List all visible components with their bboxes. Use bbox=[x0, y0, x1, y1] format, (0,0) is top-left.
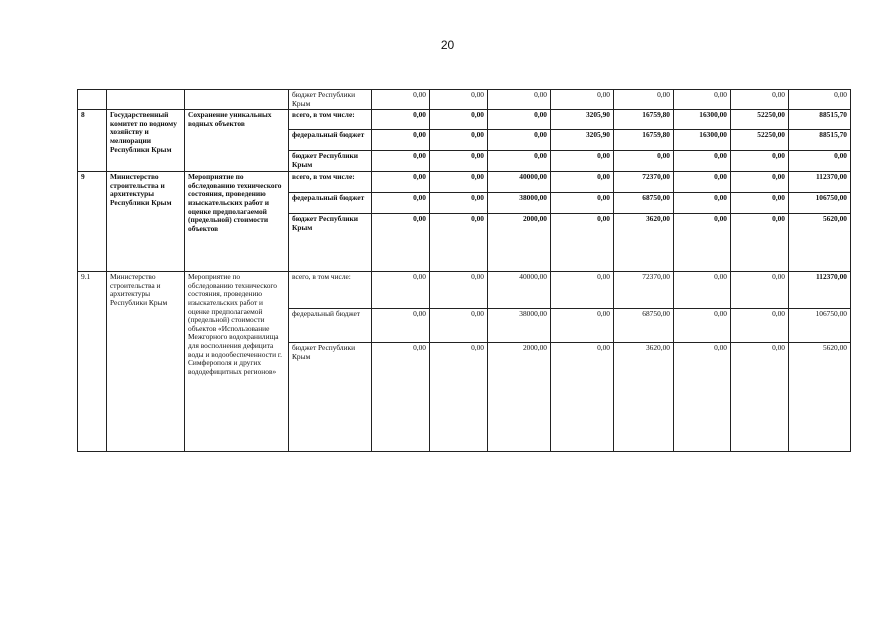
value-cell: 0,00 bbox=[430, 151, 488, 172]
value-cell: 40000,00 bbox=[488, 272, 551, 309]
value-cell: 3620,00 bbox=[614, 214, 674, 272]
value-cell: 3620,00 bbox=[614, 343, 674, 452]
responsible-org: Министерство строительства и архитектуры Республики Крым bbox=[107, 272, 185, 452]
value-cell: 0,00 bbox=[372, 130, 430, 151]
value-cell: 2000,00 bbox=[488, 343, 551, 452]
funding-source-cell: всего, в том числе: bbox=[289, 272, 372, 309]
funding-source-cell: федеральный бюджет bbox=[289, 193, 372, 214]
value-cell: 0,00 bbox=[430, 272, 488, 309]
table-body bbox=[78, 90, 851, 452]
value-cell: 106750,00 bbox=[789, 309, 851, 343]
value-cell: 0,00 bbox=[372, 343, 430, 452]
value-cell: 112370,00 bbox=[789, 172, 851, 193]
value-cell: 0,00 bbox=[674, 309, 731, 343]
value-cell: 16300,00 bbox=[674, 130, 731, 151]
value-cell: 72370,00 bbox=[614, 172, 674, 193]
table-row bbox=[78, 272, 851, 309]
value-cell: 38000,00 bbox=[488, 193, 551, 214]
value-cell: 0,00 bbox=[674, 272, 731, 309]
value-cell: 0,00 bbox=[430, 172, 488, 193]
value-cell: 0,00 bbox=[488, 90, 551, 110]
funding-source-cell: всего, в том числе: bbox=[289, 110, 372, 130]
value-cell: 0,00 bbox=[372, 309, 430, 343]
value-cell: 16759,80 bbox=[614, 130, 674, 151]
value-cell: 0,00 bbox=[551, 272, 614, 309]
value-cell: 0,00 bbox=[551, 193, 614, 214]
table-row bbox=[78, 172, 851, 193]
value-cell: 5620,00 bbox=[789, 214, 851, 272]
value-cell: 0,00 bbox=[731, 193, 789, 214]
value-cell: 52250,00 bbox=[731, 130, 789, 151]
value-cell: 88515,70 bbox=[789, 130, 851, 151]
value-cell: 16300,00 bbox=[674, 110, 731, 130]
table-row bbox=[78, 110, 851, 130]
value-cell: 0,00 bbox=[372, 214, 430, 272]
value-cell: 0,00 bbox=[372, 172, 430, 193]
value-cell: 52250,00 bbox=[731, 110, 789, 130]
value-cell: 40000,00 bbox=[488, 172, 551, 193]
value-cell: 0,00 bbox=[372, 110, 430, 130]
responsible-org: Министерство строительства и архитектуры Республики Крым bbox=[107, 172, 185, 272]
value-cell: 0,00 bbox=[372, 151, 430, 172]
value-cell: 0,00 bbox=[372, 193, 430, 214]
value-cell: 0,00 bbox=[674, 151, 731, 172]
row-number: 8 bbox=[78, 110, 107, 172]
value-cell: 0,00 bbox=[372, 272, 430, 309]
value-cell: 0,00 bbox=[430, 309, 488, 343]
funding-source-cell: бюджет Республики Крым bbox=[289, 343, 372, 452]
value-cell: 0,00 bbox=[731, 309, 789, 343]
value-cell: 0,00 bbox=[551, 90, 614, 110]
funding-source-cell: бюджет Республики Крым bbox=[289, 151, 372, 172]
value-cell: 0,00 bbox=[614, 151, 674, 172]
value-cell: 3205,90 bbox=[551, 130, 614, 151]
value-cell: 88515,70 bbox=[789, 110, 851, 130]
value-cell: 0,00 bbox=[430, 193, 488, 214]
value-cell: 0,00 bbox=[674, 90, 731, 110]
row-number: 9 bbox=[78, 172, 107, 272]
funding-source-cell: всего, в том числе: bbox=[289, 172, 372, 193]
value-cell: 0,00 bbox=[731, 151, 789, 172]
measure-name: Мероприятие по обследованию технического состояния, проведению изыскательских работ и оценке предполагаемой (предельной) стоимости объектов «Использование Межгорного водохранилища для восполнения дефицита воды и водообеспеченности г. Симферополя и других вододефицитных регионов» bbox=[185, 272, 289, 452]
value-cell: 0,00 bbox=[674, 214, 731, 272]
value-cell: 0,00 bbox=[430, 214, 488, 272]
value-cell: 68750,00 bbox=[614, 309, 674, 343]
value-cell: 0,00 bbox=[551, 309, 614, 343]
value-cell: 0,00 bbox=[551, 151, 614, 172]
budget-table bbox=[77, 89, 851, 452]
value-cell: 0,00 bbox=[674, 193, 731, 214]
table-row bbox=[78, 90, 851, 110]
value-cell: 0,00 bbox=[551, 214, 614, 272]
measure-name: Мероприятие по обследованию технического состояния, проведению изыскательских работ и оценке предполагаемой (предельной) стоимости объектов bbox=[185, 172, 289, 272]
funding-source-cell: бюджет Республики Крым bbox=[289, 214, 372, 272]
value-cell: 0,00 bbox=[488, 151, 551, 172]
value-cell: 16759,80 bbox=[614, 110, 674, 130]
value-cell: 0,00 bbox=[488, 110, 551, 130]
value-cell: 0,00 bbox=[731, 90, 789, 110]
value-cell: 68750,00 bbox=[614, 193, 674, 214]
value-cell: 0,00 bbox=[614, 90, 674, 110]
funding-source-cell: федеральный бюджет bbox=[289, 130, 372, 151]
value-cell: 72370,00 bbox=[614, 272, 674, 309]
value-cell: 2000,00 bbox=[488, 214, 551, 272]
value-cell: 38000,00 bbox=[488, 309, 551, 343]
value-cell: 106750,00 bbox=[789, 193, 851, 214]
value-cell: 5620,00 bbox=[789, 343, 851, 452]
value-cell: 112370,00 bbox=[789, 272, 851, 309]
value-cell: 0,00 bbox=[731, 214, 789, 272]
responsible-org: Государственный комитет по водному хозяйству и мелиорации Республики Крым bbox=[107, 110, 185, 172]
value-cell: 0,00 bbox=[430, 90, 488, 110]
funding-source-cell: федеральный бюджет bbox=[289, 309, 372, 343]
page-number: 20 bbox=[440, 38, 455, 52]
measure-name: Сохранение уникальных водных объектов bbox=[185, 110, 289, 172]
value-cell: 0,00 bbox=[731, 272, 789, 309]
value-cell: 0,00 bbox=[789, 151, 851, 172]
value-cell: 0,00 bbox=[430, 343, 488, 452]
value-cell: 0,00 bbox=[430, 110, 488, 130]
value-cell: 0,00 bbox=[488, 130, 551, 151]
value-cell: 0,00 bbox=[551, 172, 614, 193]
value-cell: 0,00 bbox=[731, 172, 789, 193]
funding-source-cell: бюджет Республики Крым bbox=[289, 90, 372, 110]
value-cell: 0,00 bbox=[674, 172, 731, 193]
value-cell: 0,00 bbox=[674, 343, 731, 452]
value-cell: 0,00 bbox=[551, 343, 614, 452]
value-cell: 0,00 bbox=[430, 130, 488, 151]
value-cell: 0,00 bbox=[731, 343, 789, 452]
row-number: 9.1 bbox=[78, 272, 107, 452]
value-cell: 3205,90 bbox=[551, 110, 614, 130]
value-cell: 0,00 bbox=[372, 90, 430, 110]
value-cell: 0,00 bbox=[789, 90, 851, 110]
